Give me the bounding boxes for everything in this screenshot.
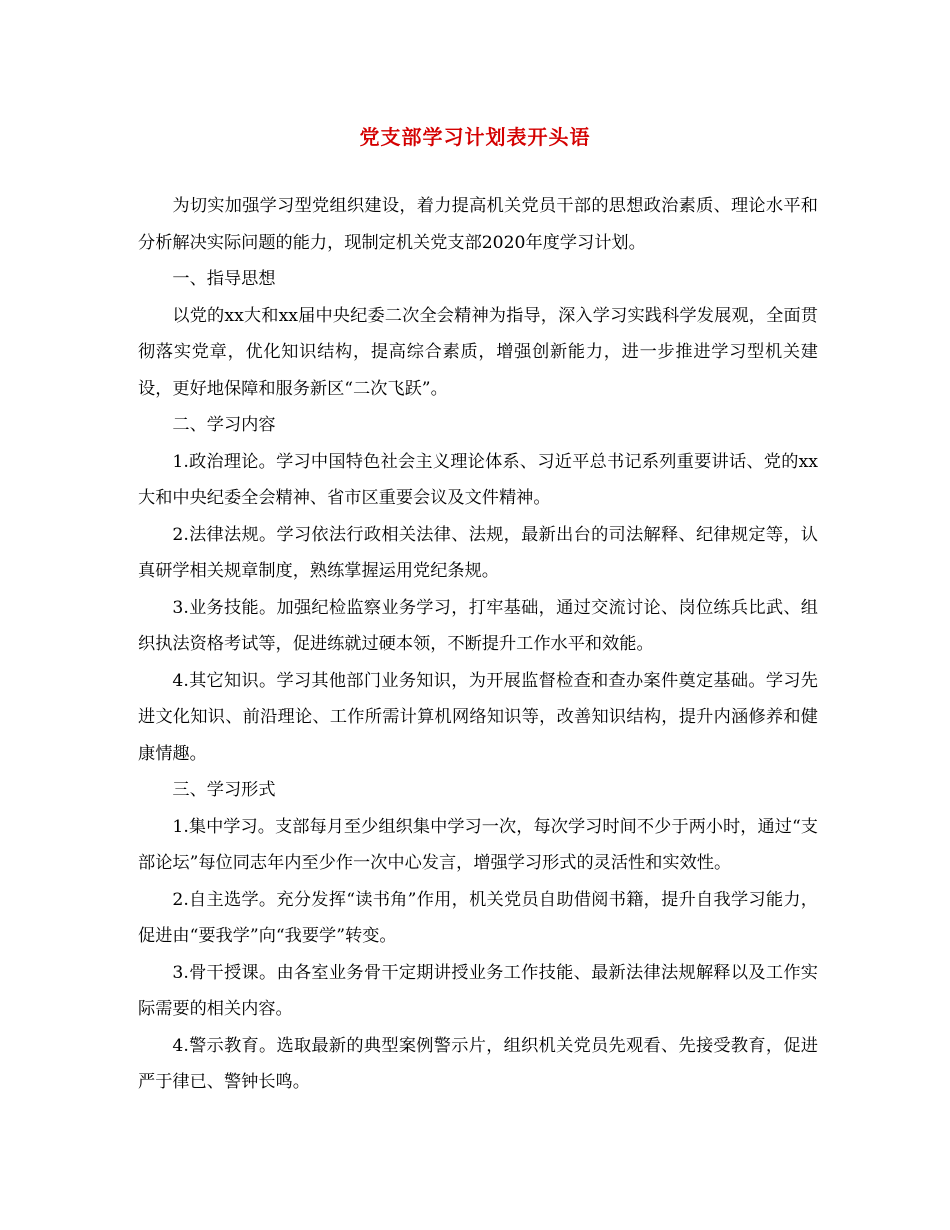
section-heading-study-content: 二、学习内容 xyxy=(172,415,276,435)
paragraph-political-theory: 1.政治理论。学习中国特色社会主义理论体系、习近平总书记系列重要讲话、党的xx大和中央纪委全会精神、省市区重要会议及文件精神。 xyxy=(138,451,818,508)
paragraph-warning-education: 4.警示教育。选取最新的典型案例警示片，组织机关党员先观看、先接受教育，促进严于律已、警钟长鸣。 xyxy=(138,1035,818,1092)
document-body xyxy=(138,188,818,1101)
paragraph-guiding-thought: 以党的xx大和xx届中央纪委二次全会精神为指导，深入学习实践科学发展观，全面贯彻落实党章，优化知识结构，提高综合素质，增强创新能力，进一步推进学习型机关建设，更好地保障和服务新区“二次飞跃”。 xyxy=(138,305,818,399)
paragraph-self-study: 2.自主选学。充分发挥“读书角”作用，机关党员自助借阅书籍，提升自我学习能力，促进由“要我学”向“我要学”转变。 xyxy=(138,889,818,946)
paragraph-business-skills: 3.业务技能。加强纪检监察业务学习，打牢基础，通过交流讨论、岗位练兵比武、组织执法资格考试等，促进练就过硬本领，不断提升工作水平和效能。 xyxy=(138,597,818,654)
paragraph-laws-regulations: 2.法律法规。学习依法行政相关法律、法规，最新出台的司法解释、纪律规定等，认真研学相关规章制度，熟练掌握运用党纪条规。 xyxy=(138,524,818,581)
section-heading-guiding-thought: 一、指导思想 xyxy=(172,269,276,289)
document-title: 党支部学习计划表开头语 xyxy=(359,125,591,149)
paragraph-other-knowledge: 4.其它知识。学习其他部门业务知识，为开展监督检查和查办案件奠定基础。学习先进文化知识、前沿理论、工作所需计算机网络知识等，改善知识结构，提升内涵修养和健康情趣。 xyxy=(138,670,818,764)
section-heading-study-forms: 三、学习形式 xyxy=(172,780,276,800)
paragraph-centralized-study: 1.集中学习。支部每月至少组织集中学习一次，每次学习时间不少于两小时，通过“支部论坛”每位同志年内至少作一次中心发言，增强学习形式的灵活性和实效性。 xyxy=(138,816,818,873)
paragraph-intro: 为切实加强学习型党组织建设，着力提高机关党员干部的思想政治素质、理论水平和分析解决实际问题的能力，现制定机关党支部2020年度学习计划。 xyxy=(138,196,818,253)
paragraph-backbone-lectures: 3.骨干授课。由各室业务骨干定期讲授业务工作技能、最新法律法规解释以及工作实际需要的相关内容。 xyxy=(138,962,818,1019)
